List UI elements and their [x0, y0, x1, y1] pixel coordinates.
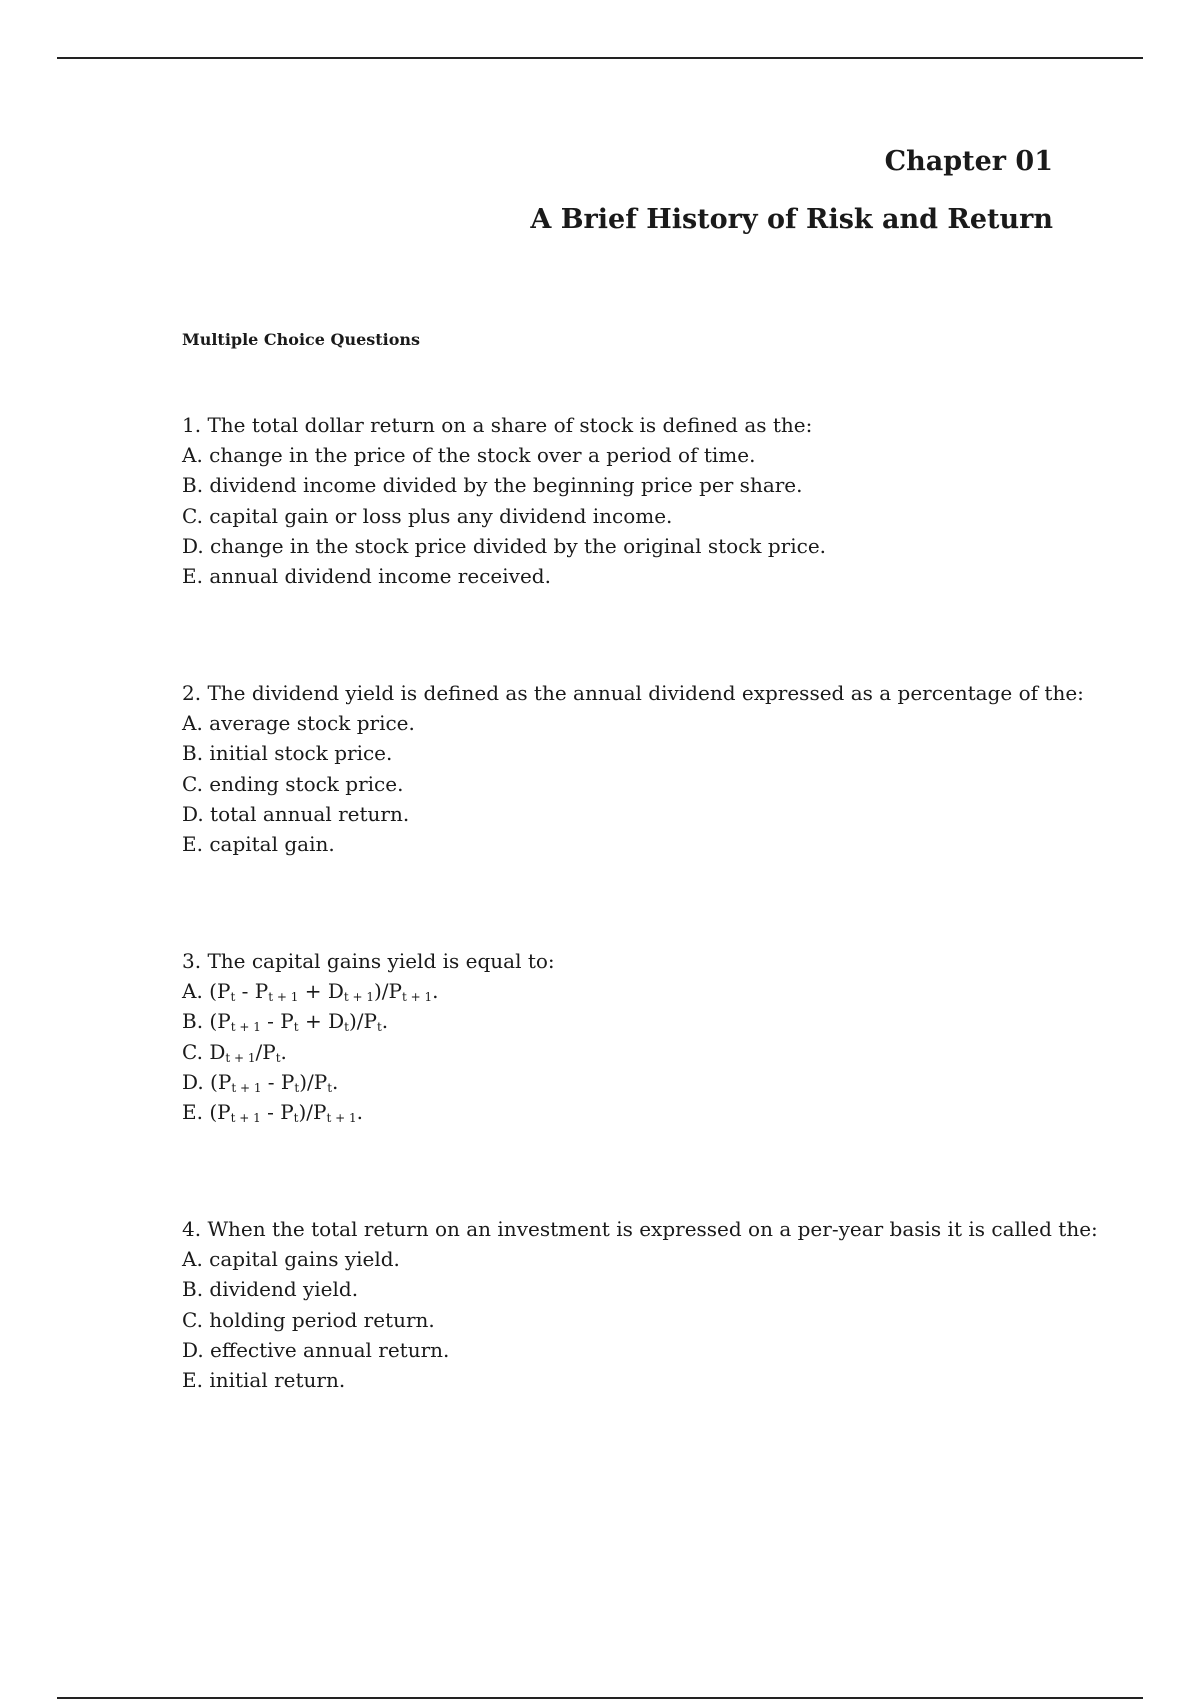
formula-subscript: t [344, 1020, 349, 1035]
formula-text: - P [261, 1069, 295, 1094]
choice-label: A. [182, 979, 210, 1004]
formula-subscript: t + 1 [402, 990, 433, 1005]
chapter-header [530, 145, 1053, 237]
formula-subscript: t + 1 [230, 1020, 261, 1035]
choice-c: C. holding period return. [182, 1307, 435, 1332]
formula-text: )/P [348, 1009, 377, 1034]
choice-label: D. [182, 1069, 211, 1094]
formula-text: - P [235, 979, 269, 1004]
choice-b [182, 1006, 555, 1036]
bottom-rule [57, 1697, 1143, 1699]
formula-subscript: t [275, 1050, 281, 1065]
formula-text: - P [260, 1009, 294, 1034]
choice-a: A. average stock price. [182, 711, 415, 736]
formula-subscript: t [293, 1020, 299, 1035]
choice-c: C. ending stock price. [182, 771, 404, 796]
choice-d: D. effective annual return. [182, 1337, 450, 1362]
question-stem: 2. The dividend yield is defined as the annual dividend expressed as a percentage of the: [182, 681, 1084, 705]
formula-subscript: t [327, 1080, 333, 1095]
choice-a [182, 976, 555, 1006]
choice-e: E. initial return. [182, 1368, 346, 1393]
formula-text: )/P [298, 1100, 327, 1125]
formula-text: . [280, 1039, 287, 1064]
top-rule [57, 57, 1143, 59]
formula-text: . [356, 1100, 363, 1125]
choice-b: B. dividend income divided by the beginning price per share. [182, 473, 803, 498]
choice-label: E. [182, 1100, 210, 1125]
formula-text: /P [255, 1039, 276, 1064]
formula-subscript: t + 1 [268, 990, 299, 1005]
formula-text: )/P [374, 979, 402, 1004]
formula-text: (P [209, 979, 231, 1004]
choice-d: D. total annual return. [182, 801, 410, 826]
choice-label: C. [182, 1039, 210, 1064]
formula-subscript: t + 1 [225, 1050, 256, 1065]
choice-e: E. capital gain. [182, 832, 335, 857]
question-2 [182, 678, 1084, 859]
formula-subscript: t + 1 [343, 990, 374, 1005]
choice-c [182, 1037, 555, 1067]
section-label: Multiple Choice Questions [182, 330, 421, 349]
formula-text: + D [298, 1009, 345, 1034]
choice-b: B. dividend yield. [182, 1277, 359, 1302]
choice-c: C. capital gain or loss plus any dividend income. [182, 503, 673, 528]
formula-text: )/P [299, 1069, 328, 1094]
formula-text: . [381, 1009, 389, 1034]
choice-d [182, 1067, 555, 1097]
choice-a: A. capital gains yield. [182, 1247, 400, 1272]
chapter-number: Chapter 01 [884, 146, 1053, 177]
choice-e [182, 1097, 555, 1127]
question-1 [182, 410, 826, 591]
question-4 [182, 1214, 1098, 1395]
formula-text: (P [210, 1069, 232, 1094]
formula-subscript: t [230, 990, 236, 1005]
formula-text: . [432, 979, 439, 1004]
formula-subscript: t + 1 [326, 1111, 357, 1126]
chapter-title: A Brief History of Risk and Return [530, 204, 1053, 235]
choice-a: A. change in the price of the stock over a period of time. [182, 443, 756, 468]
choice-e: E. annual dividend income received. [182, 564, 551, 589]
formula-subscript: t [293, 1111, 299, 1126]
formula-subscript: t + 1 [230, 1111, 261, 1126]
question-stem: 4. When the total return on an investment is expressed on a per-year basis it is called the: [182, 1217, 1098, 1241]
formula-subscript: t [294, 1080, 300, 1095]
formula-subscript: t [376, 1020, 382, 1035]
formula-text: (P [209, 1009, 231, 1034]
formula-text: (P [209, 1100, 231, 1125]
question-stem: 3. The capital gains yield is equal to: [182, 949, 555, 973]
formula-subscript: t + 1 [231, 1080, 262, 1095]
formula-text: + D [298, 979, 344, 1004]
formula-text: . [332, 1069, 339, 1094]
choice-d: D. change in the stock price divided by the original stock price. [182, 533, 827, 558]
question-stem: 1. The total dollar return on a share of stock is defined as the: [182, 413, 813, 437]
choice-label: B. [182, 1009, 210, 1034]
question-3 [182, 946, 555, 1127]
choice-b: B. initial stock price. [182, 741, 393, 766]
formula-text: - P [260, 1100, 294, 1125]
formula-text: D [209, 1039, 226, 1064]
